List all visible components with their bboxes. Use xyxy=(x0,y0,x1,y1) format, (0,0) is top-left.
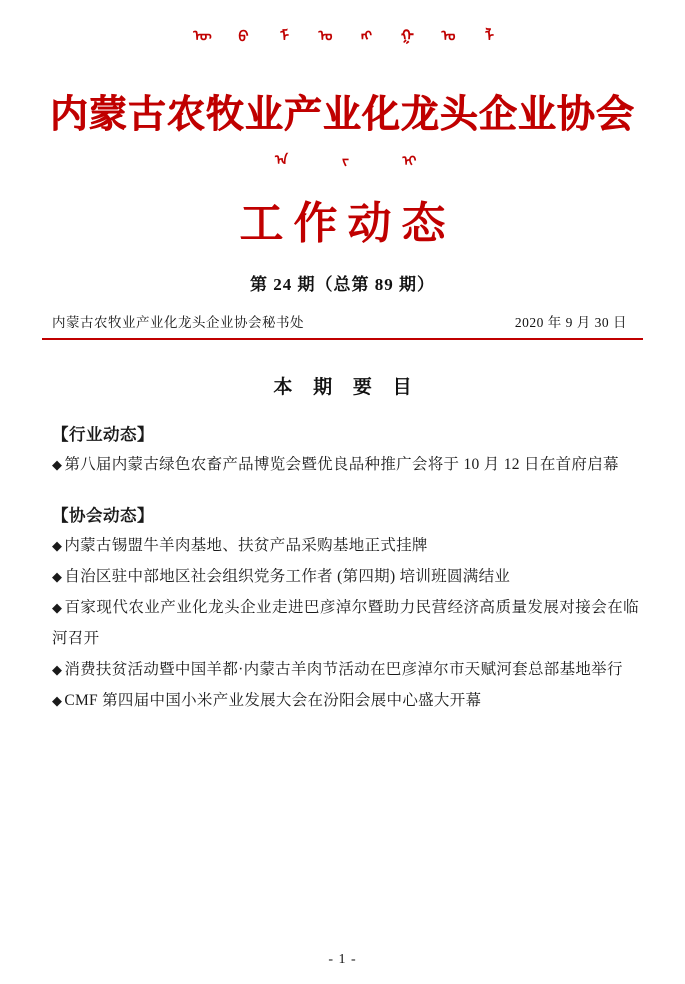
toc-entry-text: 消费扶贫活动暨中国羊都·内蒙古羊肉节活动在巴彦淖尔市天赋河套总部基地举行 xyxy=(64,661,623,679)
toc-entry xyxy=(46,449,639,480)
mongolian-glyph: ᠣ xyxy=(436,26,455,41)
bullet-icon: ◆ xyxy=(52,538,63,554)
publication-date: 2020 年 9 月 30 日 xyxy=(514,315,627,331)
toc-entry xyxy=(46,530,639,561)
toc-section-association xyxy=(46,502,639,716)
bullet-icon: ◆ xyxy=(52,457,63,473)
toc-entry-text: 第八届内蒙古绿色农畜产品博览会暨优良品种推广会将于 10 月 12 日在首府启幕 xyxy=(64,456,619,474)
publisher-label: 内蒙古农牧业产业化龙头企业协会秘书处 xyxy=(52,315,304,331)
toc-entry xyxy=(46,685,639,716)
masthead-title: 内蒙古农牧业产业化龙头企业协会 xyxy=(49,94,635,136)
toc-entry xyxy=(46,592,639,654)
mongolian-script-top xyxy=(46,0,639,88)
mongolian-glyph: ᠦ xyxy=(190,26,209,41)
header-divider xyxy=(42,338,643,340)
mongolian-script-middle xyxy=(46,152,639,198)
section-heading: 【协会动态】 xyxy=(52,506,154,526)
toc-title: 本 期 要 目 xyxy=(273,377,420,399)
toc-section-industry xyxy=(46,421,639,480)
mongolian-glyph: ᠪ xyxy=(231,26,250,41)
toc-entry-text: 自治区驻中部地区社会组织党务工作者 (第四期) 培训班圆满结业 xyxy=(64,568,511,586)
issue-number: 第 24 期（总第 89 期） xyxy=(250,275,435,295)
masthead-subtitle: 工作动态 xyxy=(239,198,456,248)
page-number: - 1 - xyxy=(328,952,357,967)
mongolian-glyph: ᠠ xyxy=(270,151,287,166)
toc-entry-text: CMF 第四届中国小米产业发展大会在汾阳会展中心盛大开幕 xyxy=(64,692,482,710)
masthead-meta xyxy=(46,311,639,331)
bullet-icon: ◆ xyxy=(52,662,63,678)
mongolian-glyph: ᠯ xyxy=(477,26,496,41)
mongolian-glyph: ᠩ xyxy=(354,26,373,41)
section-heading: 【行业动态】 xyxy=(52,425,154,445)
mongolian-glyph: ᠮ xyxy=(272,26,291,41)
toc-entry xyxy=(46,561,639,592)
toc-entry-text: 内蒙古锡盟牛羊肉基地、扶贫产品采购基地正式挂牌 xyxy=(64,537,428,555)
toc-entry-text: 百家现代农业产业化龙头企业走进巴彦淖尔暨助力民营经济高质量发展对接会在临河召开 xyxy=(52,599,639,648)
mongolian-glyph: ᠢ xyxy=(398,151,415,166)
bullet-icon: ◆ xyxy=(52,600,63,616)
mongolian-glyph: ᠣ xyxy=(313,26,332,41)
bullet-icon: ◆ xyxy=(52,693,63,709)
toc-entry xyxy=(46,654,639,685)
mongolian-glyph: ᠭ xyxy=(395,26,414,41)
mongolian-glyph: ᠵ xyxy=(334,151,351,166)
bullet-icon: ◆ xyxy=(52,569,63,585)
